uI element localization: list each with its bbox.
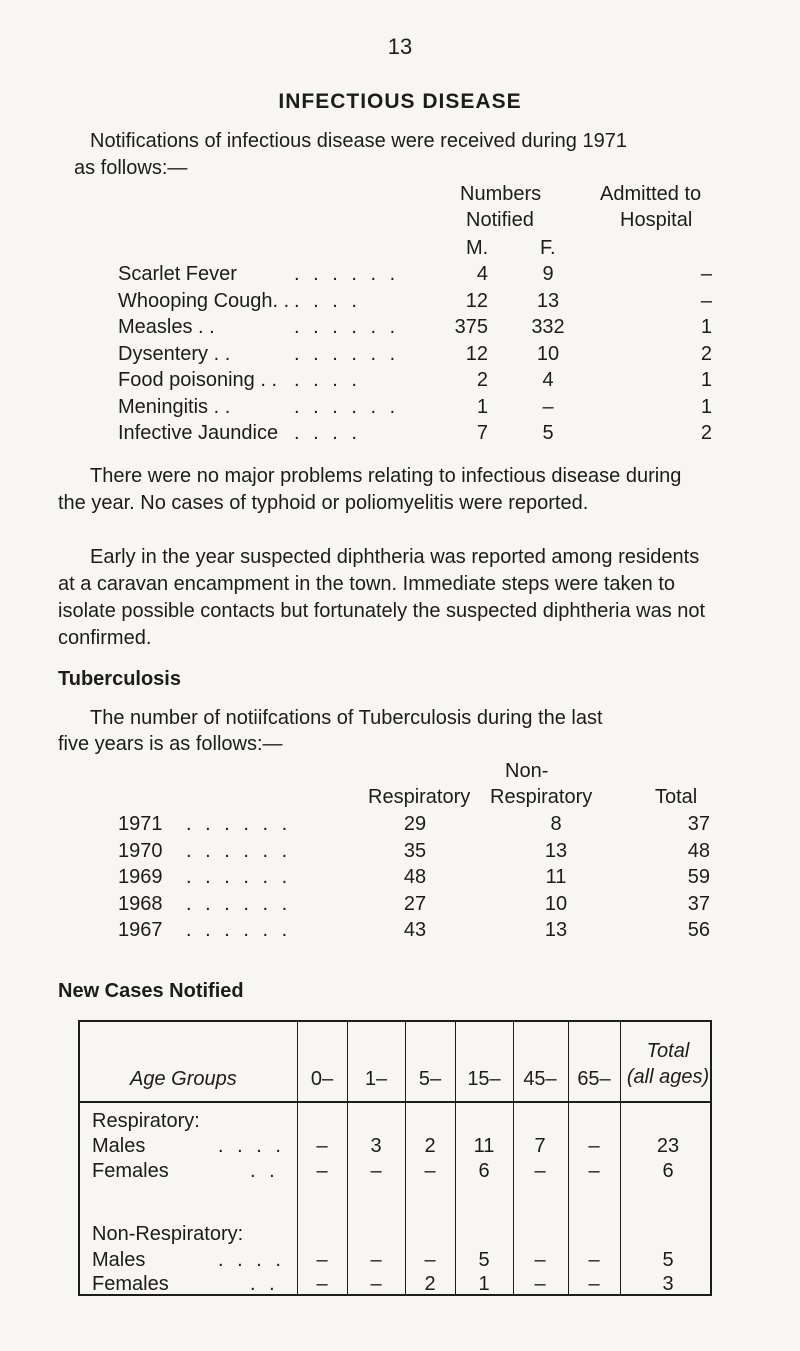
tb-respiratory-count: 48 bbox=[403, 866, 427, 888]
tb-total-count: 59 bbox=[687, 866, 710, 888]
leader-dots: . . . . . . bbox=[294, 396, 400, 418]
case-count: 2 bbox=[424, 1273, 436, 1295]
case-count: – bbox=[316, 1249, 328, 1271]
male-count: 4 bbox=[476, 263, 488, 285]
case-count: – bbox=[316, 1160, 328, 1182]
age-group-header: 65– bbox=[577, 1068, 611, 1090]
case-count: 7 bbox=[534, 1135, 546, 1157]
page-number: 13 bbox=[387, 34, 413, 59]
disease-name: Whooping Cough. . bbox=[118, 290, 290, 312]
disease-name: Dysentery . . bbox=[118, 343, 231, 365]
age-groups-header: Age Groups bbox=[130, 1068, 237, 1090]
case-count: 5 bbox=[478, 1249, 490, 1271]
admitted-count: 2 bbox=[700, 422, 712, 444]
case-total: 6 bbox=[662, 1160, 674, 1182]
leader-dots: . . . . bbox=[218, 1135, 285, 1157]
tb-total-count: 56 bbox=[687, 919, 710, 941]
total-all-ages-header: (all ages) bbox=[626, 1066, 710, 1088]
leader-dots: . . . . bbox=[294, 369, 361, 391]
tb-respiratory-count: 29 bbox=[403, 813, 427, 835]
leader-dots: . . . . . . bbox=[294, 263, 400, 285]
section-heading-infectious-disease: INFECTIOUS DISEASE bbox=[278, 90, 522, 113]
case-count: – bbox=[370, 1160, 382, 1182]
male-count: 2 bbox=[476, 369, 488, 391]
tuberculosis-heading: Tuberculosis bbox=[58, 668, 181, 690]
male-count: 375 bbox=[454, 316, 488, 338]
case-count: – bbox=[370, 1273, 382, 1295]
header-notified: Notified bbox=[466, 209, 534, 231]
tb-non-respiratory-count: 13 bbox=[544, 840, 568, 862]
new-cases-heading: New Cases Notified bbox=[58, 980, 244, 1002]
female-count: 10 bbox=[536, 343, 560, 365]
tb-year: 1971 bbox=[118, 813, 163, 835]
male-count: 7 bbox=[476, 422, 488, 444]
female-count: 9 bbox=[542, 263, 554, 285]
paragraph-no-major-problems: There were no major problems relating to infectious disease during the year. No cases of typhoid or poliomyelitis were reported. bbox=[58, 465, 682, 514]
leader-dots: . . . . . . bbox=[186, 866, 292, 888]
admitted-count: 1 bbox=[700, 316, 712, 338]
sex-label: Males bbox=[92, 1249, 146, 1271]
intro-line-1: Notifications of infectious disease were received during 1971 bbox=[90, 130, 627, 152]
case-count: – bbox=[316, 1135, 328, 1157]
header-hospital: Hospital bbox=[620, 209, 693, 231]
admitted-count: – bbox=[700, 263, 712, 285]
age-group-header: 5– bbox=[418, 1068, 442, 1090]
case-count: – bbox=[424, 1249, 436, 1271]
case-count: – bbox=[370, 1249, 382, 1271]
tb-intro-line-2: five years is as follows:— bbox=[58, 733, 283, 755]
case-count: – bbox=[588, 1160, 600, 1182]
male-count: 1 bbox=[476, 396, 488, 418]
tb-header-respiratory: Respiratory bbox=[368, 786, 471, 808]
tb-respiratory-count: 27 bbox=[403, 893, 427, 915]
column-divider bbox=[455, 1020, 456, 1296]
case-count: 6 bbox=[478, 1160, 490, 1182]
case-total: 3 bbox=[662, 1273, 674, 1295]
leader-dots: . . . . . . bbox=[186, 919, 292, 941]
tb-year: 1970 bbox=[118, 840, 163, 862]
leader-dots: . . bbox=[250, 1160, 279, 1182]
tb-non-respiratory-count: 11 bbox=[545, 866, 567, 888]
column-divider bbox=[620, 1020, 621, 1296]
sex-label: Females bbox=[92, 1160, 169, 1182]
new-cases-header-divider bbox=[78, 1101, 712, 1103]
case-count: – bbox=[534, 1249, 546, 1271]
admitted-count: 1 bbox=[700, 396, 712, 418]
female-count: 13 bbox=[536, 290, 560, 312]
tb-year: 1967 bbox=[118, 919, 163, 941]
header-admitted-to: Admitted to bbox=[600, 183, 702, 205]
leader-dots: . . . . . . bbox=[294, 343, 400, 365]
column-divider bbox=[347, 1020, 348, 1296]
tb-respiratory-count: 43 bbox=[403, 919, 427, 941]
column-divider bbox=[568, 1020, 569, 1296]
header-female: F. bbox=[540, 237, 556, 259]
case-total: 5 bbox=[662, 1249, 674, 1271]
case-count: – bbox=[588, 1135, 600, 1157]
tb-header-total: Total bbox=[655, 786, 698, 808]
header-numbers: Numbers bbox=[460, 183, 542, 205]
disease-name: Meningitis . . bbox=[118, 396, 231, 418]
tb-non-respiratory-count: 8 bbox=[550, 813, 562, 835]
column-divider bbox=[405, 1020, 406, 1296]
non-respiratory-group-label: Non-Respiratory: bbox=[92, 1223, 244, 1245]
age-group-header: 15– bbox=[467, 1068, 501, 1090]
tb-intro-line-1: The number of notiifcations of Tuberculosis during the last bbox=[90, 707, 603, 729]
female-count: 5 bbox=[542, 422, 554, 444]
case-count: 3 bbox=[370, 1135, 382, 1157]
header-male: M. bbox=[466, 237, 489, 259]
column-divider bbox=[513, 1020, 514, 1296]
leader-dots: . . . . . . bbox=[186, 840, 292, 862]
tb-total-count: 37 bbox=[687, 893, 710, 915]
tb-year: 1969 bbox=[118, 866, 163, 888]
leader-dots: . . . . . . bbox=[186, 893, 292, 915]
leader-dots: . . . . bbox=[294, 290, 361, 312]
admitted-count: 2 bbox=[700, 343, 712, 365]
age-group-header: 45– bbox=[523, 1068, 557, 1090]
case-count: 1 bbox=[478, 1273, 490, 1295]
respiratory-group-label: Respiratory: bbox=[92, 1110, 200, 1132]
case-count: 2 bbox=[424, 1135, 436, 1157]
tb-non-respiratory-count: 13 bbox=[544, 919, 568, 941]
admitted-count: 1 bbox=[700, 369, 712, 391]
leader-dots: . . . . . . bbox=[186, 813, 292, 835]
leader-dots: . . . . bbox=[294, 422, 361, 444]
leader-dots: . . . . . . bbox=[294, 316, 400, 338]
tb-total-count: 37 bbox=[687, 813, 710, 835]
case-count: – bbox=[534, 1273, 546, 1295]
case-total: 23 bbox=[656, 1135, 680, 1157]
leader-dots: . . . . bbox=[218, 1249, 285, 1271]
disease-name: Scarlet Fever bbox=[118, 263, 237, 285]
age-group-header: 0– bbox=[310, 1068, 334, 1090]
tb-non-respiratory-count: 10 bbox=[544, 893, 568, 915]
admitted-count: – bbox=[700, 290, 712, 312]
tb-respiratory-count: 35 bbox=[403, 840, 427, 862]
male-count: 12 bbox=[465, 343, 488, 365]
sex-label: Females bbox=[92, 1273, 169, 1295]
column-divider bbox=[297, 1020, 298, 1296]
tb-total-count: 48 bbox=[687, 840, 710, 862]
case-count: – bbox=[424, 1160, 436, 1182]
case-count: – bbox=[588, 1249, 600, 1271]
female-count: 332 bbox=[531, 316, 565, 338]
disease-name: Infective Jaundice bbox=[118, 422, 279, 444]
case-count: 11 bbox=[473, 1135, 495, 1157]
paragraph-diphtheria: Early in the year suspected diphtheria was reported among residents at a caravan encampment in the town. Immediate steps were taken to isolate possible contacts but fortunately the suspected diphtheria was not confirmed. bbox=[58, 546, 706, 649]
age-group-header: 1– bbox=[364, 1068, 388, 1090]
case-count: – bbox=[316, 1273, 328, 1295]
disease-name: Measles . . bbox=[118, 316, 215, 338]
disease-name: Food poisoning . . bbox=[118, 369, 277, 391]
sex-label: Males bbox=[92, 1135, 146, 1157]
total-header: Total bbox=[646, 1040, 690, 1062]
case-count: – bbox=[534, 1160, 546, 1182]
female-count: 4 bbox=[542, 369, 554, 391]
intro-line-2: as follows:— bbox=[74, 157, 188, 179]
leader-dots: . . bbox=[250, 1273, 279, 1295]
tb-header-non: Non- bbox=[505, 760, 549, 782]
tb-header-non-respiratory: Respiratory bbox=[490, 786, 593, 808]
female-count: – bbox=[542, 396, 554, 418]
case-count: – bbox=[588, 1273, 600, 1295]
male-count: 12 bbox=[465, 290, 488, 312]
tb-year: 1968 bbox=[118, 893, 163, 915]
